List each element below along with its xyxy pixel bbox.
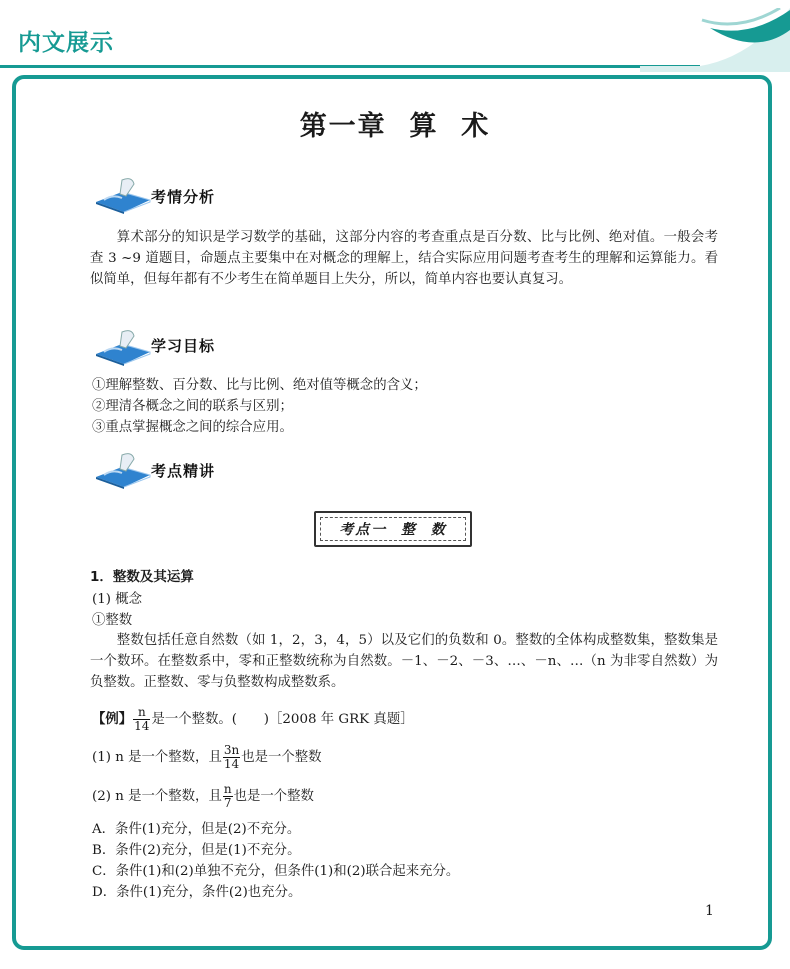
fraction: $\frac{3n}{14}$ xyxy=(223,743,240,771)
analysis-paragraph: 算术部分的知识是学习数学的基础，这部分内容的考查重点是百分数、比与比例、绝对值。一般会考查 3 ~9 道题目，命题点主要集中在对概念的理解上，结合实际应用问题考查考生的理解和运算能力。看似简单，但每年都有不少考生在简单题目上失分，所以，简单内容也要认真复习。 xyxy=(90,230,718,287)
subsection-heading: 1．整数及其运算 xyxy=(90,569,194,585)
integer-paragraph: 整数包括任意自然数（如 1，2，3，4，5）以及它们的负数和 0。整数的全体构成整数集，整数集是一个数环。在整数系中，零和正整数统称为自然数。－1、－2、－3、…、－n、…（n 为非零自然数）为负整数。正整数、零与负整数构成整数系。 xyxy=(90,633,718,690)
header-line xyxy=(0,65,700,68)
section-title-analysis: 考情分析 xyxy=(151,188,216,206)
header-title: 内文展示 xyxy=(18,30,114,56)
example-stem xyxy=(92,706,414,733)
header-decoration-icon xyxy=(640,8,790,72)
example-stem-text: 是一个整数。( )［2008 年 GRK 真题］ xyxy=(151,712,414,727)
section-title-goals: 学习目标 xyxy=(151,337,216,355)
option-a: A．条件(1)充分，但是(2)不充分。 xyxy=(92,822,301,837)
fraction: $\frac{n}{14}$ xyxy=(134,705,150,733)
goal-item: ①理解整数、百分数、比与比例、绝对值等概念的含义； xyxy=(92,378,427,393)
condition-2: (2) n 是一个整数，且 $\frac{n}{7}$ 也是一个整数 xyxy=(92,782,314,810)
option-b: B．条件(2)充分，但是(1)不充分。 xyxy=(92,843,301,858)
option-d: D．条件(1)充分，条件(2)也充分。 xyxy=(92,885,302,900)
fraction: $\frac{n}{7}$ xyxy=(223,782,232,810)
book-quill-icon xyxy=(92,328,154,366)
chapter-title: 第一章 算 术 xyxy=(299,111,491,142)
goal-item: ②理清各概念之间的联系与区别； xyxy=(92,399,293,414)
integer-label: ①整数 xyxy=(92,613,133,628)
example-tag: 【例】 xyxy=(92,712,133,727)
book-quill-icon xyxy=(92,176,154,214)
condition-1: (1) n 是一个整数，且 $\frac{3n}{14}$ 也是一个整数 xyxy=(92,743,322,771)
section-title-points: 考点精讲 xyxy=(151,462,216,480)
concept-label: (1) 概念 xyxy=(92,592,143,607)
goal-item: ③重点掌握概念之间的综合应用。 xyxy=(92,420,293,435)
option-c: C．条件(1)和(2)单独不充分，但条件(1)和(2)联合起来充分。 xyxy=(92,864,460,879)
kaodian-label: 考点一 整 数 xyxy=(339,522,447,538)
page-number: 1 xyxy=(705,903,714,919)
book-quill-icon xyxy=(92,451,154,489)
